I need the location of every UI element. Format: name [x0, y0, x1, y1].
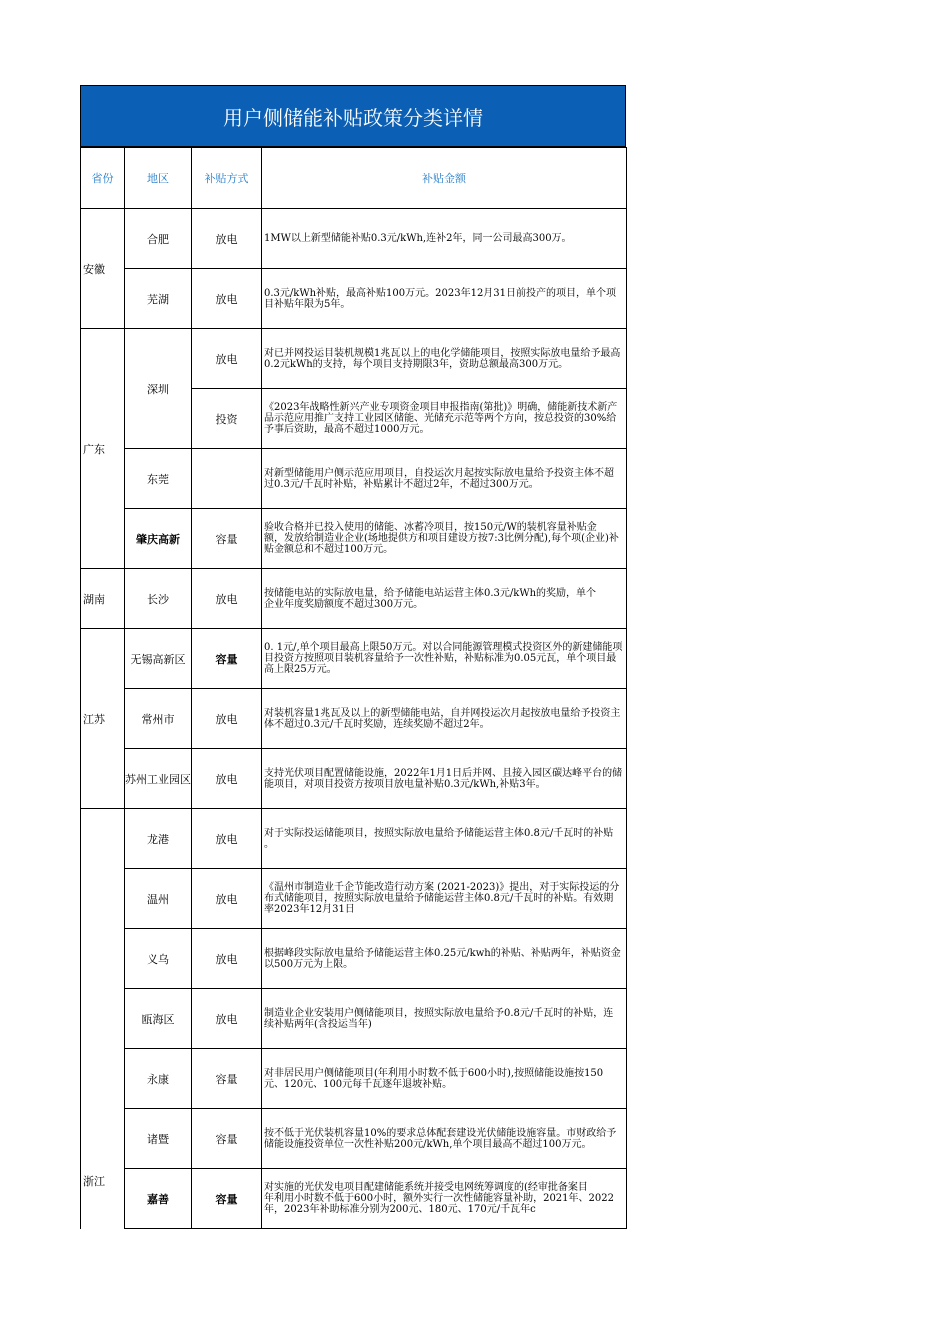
method-cell: 放电: [192, 209, 262, 269]
region-cell: 深圳: [125, 329, 192, 449]
region-cell: 长沙: [125, 569, 192, 629]
region-cell: 诸暨: [125, 1109, 192, 1169]
region-cell: 龙港: [125, 809, 192, 869]
region-cell: 东莞: [125, 449, 192, 509]
method-cell: 投资: [192, 389, 262, 449]
table-row: [81, 1109, 627, 1169]
province-cell: 湖南: [81, 569, 125, 629]
method-cell: 容量: [192, 1049, 262, 1109]
method-cell: 放电: [192, 809, 262, 869]
document-title: 用户侧储能补贴政策分类详情: [80, 85, 626, 147]
province-cell: 浙江: [81, 809, 125, 1229]
method-cell: 放电: [192, 869, 262, 929]
header-province: 省份: [81, 148, 125, 209]
amount-cell: 对实施的光伏发电项目配建储能系统并接受电网统筹调度的(经审批备案目 年利用小时数不低于600小时，额外实行一次性储能容量补助，2021年、2022年，2023年补助标准分别为200元、180元、170元/千瓦年c: [262, 1169, 627, 1229]
table-row: [81, 989, 627, 1049]
table-row: [81, 509, 627, 569]
region-cell: 芜湖: [125, 269, 192, 329]
table-row: [81, 869, 627, 929]
table-row: [81, 629, 627, 689]
method-cell: 放电: [192, 269, 262, 329]
province-cell: 广东: [81, 329, 125, 569]
method-cell: 容量: [192, 1109, 262, 1169]
amount-cell: 对装机容量1兆瓦及以上的新型储能电站，自并网投运次月起按放电量给予投资主体不超过0.3元/千瓦时奖励，连续奖励不超过2年。: [262, 689, 627, 749]
header-method: 补贴方式: [192, 148, 262, 209]
region-cell: 苏州工业园区: [125, 749, 192, 809]
amount-cell: 对于实际投运储能项目，按照实际放电量给予储能运营主体0.8元/千瓦时的补贴 。: [262, 809, 627, 869]
table-row: [81, 749, 627, 809]
amount-cell: 根据峰段实际放电量给予储能运营主体0.25元/kwh的补贴、补贴两年，补贴资金以500万元为上限。: [262, 929, 627, 989]
method-cell: 容量: [192, 1169, 262, 1229]
policy-table: [80, 147, 627, 1229]
table-row: [81, 449, 627, 509]
table-row: [81, 809, 627, 869]
province-cell: 安徽: [81, 209, 125, 329]
method-cell: 放电: [192, 329, 262, 389]
method-cell: 放电: [192, 929, 262, 989]
table-row: [81, 689, 627, 749]
amount-cell: 对非居民用户侧储能项目(年利用小时数不低于600小时),按照储能设施按150元、120元、100元每千瓦逐年退坡补贴。: [262, 1049, 627, 1109]
table-row: [81, 269, 627, 329]
amount-cell: 制造业企业安装用户侧储能项目，按照实际放电量给予0.8元/千瓦时的补贴，连续补贴两年(含投运当年): [262, 989, 627, 1049]
method-cell: 放电: [192, 989, 262, 1049]
method-cell: 放电: [192, 689, 262, 749]
region-cell: 嘉善: [125, 1169, 192, 1229]
region-cell: 永康: [125, 1049, 192, 1109]
amount-cell: 0. 1元/,单个项目最高上限50万元。对以合同能源管理模式投资区外的新建储能项目投资方按照项目装机容量给予一次性补贴，补贴标准为0.05元瓦，单个项目最高上限25万元。: [262, 629, 627, 689]
header-region: 地区: [125, 148, 192, 209]
amount-cell: 0.3元/kWh补贴，最高补贴100万元。2023年12月31日前投产的项目，单个项目补贴年限为5年。: [262, 269, 627, 329]
table-row: [81, 569, 627, 629]
method-cell: 放电: [192, 749, 262, 809]
region-cell: 义乌: [125, 929, 192, 989]
amount-cell: 《2023年战略性新兴产业专项资金项目申报指南(第批)》明确，储能新技术新产品示范应用推广支持工业园区储能、光储充示范等两个方向，按总投资的30%给予事后资助，最高不超过1000万元。: [262, 389, 627, 449]
region-cell: 肇庆高新: [125, 509, 192, 569]
region-cell: 合肥: [125, 209, 192, 269]
amount-cell: 按不低于光伏装机容量10%的要求总体配套建设光伏储能设施容量。市财政给予储能设施投资单位一次性补贴200元/kWh,单个项目最高不超过100万元。: [262, 1109, 627, 1169]
amount-cell: 按储能电站的实际放电量，给予储能电站运营主体0.3元/kWh的奖励，单个 企业年度奖励额度不超过300万元。: [262, 569, 627, 629]
method-cell: 容量: [192, 509, 262, 569]
method-cell: [192, 449, 262, 509]
table-row: [81, 329, 627, 389]
table-row: [81, 1169, 627, 1229]
amount-cell: 1MW以上新型储能补贴0.3元/kWh,连补2年，同一公司最高300万。: [262, 209, 627, 269]
amount-cell: 支持光伏项目配置储能设施，2022年1月1日后并网、且接入园区碳达峰平台的储能项目，对项目投资方按项目放电量补贴0.3元/kWh,补贴3年。: [262, 749, 627, 809]
region-cell: 瓯海区: [125, 989, 192, 1049]
province-cell: 江苏: [81, 629, 125, 809]
region-cell: 无锡高新区: [125, 629, 192, 689]
amount-cell: 验收合格并已投入使用的储能、冰蓄冷项目，按150元/W的装机容量补贴金 额，发放给制造业企业(场地提供方和项目建设方按7:3比例分配),每个项(企业)补贴金额总和不超过100万元。: [262, 509, 627, 569]
amount-cell: 对已并网投运目装机规模1兆瓦以上的电化学储能项目，按照实际放电量给予最高0.2元kWh的支持，每个项目支持期限3年，资助总额最高300万元。: [262, 329, 627, 389]
table-row: [81, 1049, 627, 1109]
header-amount: 补贴金额: [262, 148, 627, 209]
table-row: [81, 209, 627, 269]
policy-document: [80, 85, 626, 1229]
method-cell: 放电: [192, 569, 262, 629]
method-cell: 容量: [192, 629, 262, 689]
region-cell: 常州市: [125, 689, 192, 749]
table-row: [81, 929, 627, 989]
region-cell: 温州: [125, 869, 192, 929]
amount-cell: 对新型储能用户侧示范应用项目，自投运次月起按实际放电量给予投资主体不超过0.3元/千瓦时补贴，补贴累计不超过2年，不超过300万元。: [262, 449, 627, 509]
amount-cell: 《温州市制造业千企节能改造行动方案 (2021-2023)》提出，对于实际投运的分布式储能项目，按照实际放电量给予储能运营主体0.8元/千瓦时的补贴。有效期率2023年12月31日: [262, 869, 627, 929]
header-row: [81, 148, 627, 209]
